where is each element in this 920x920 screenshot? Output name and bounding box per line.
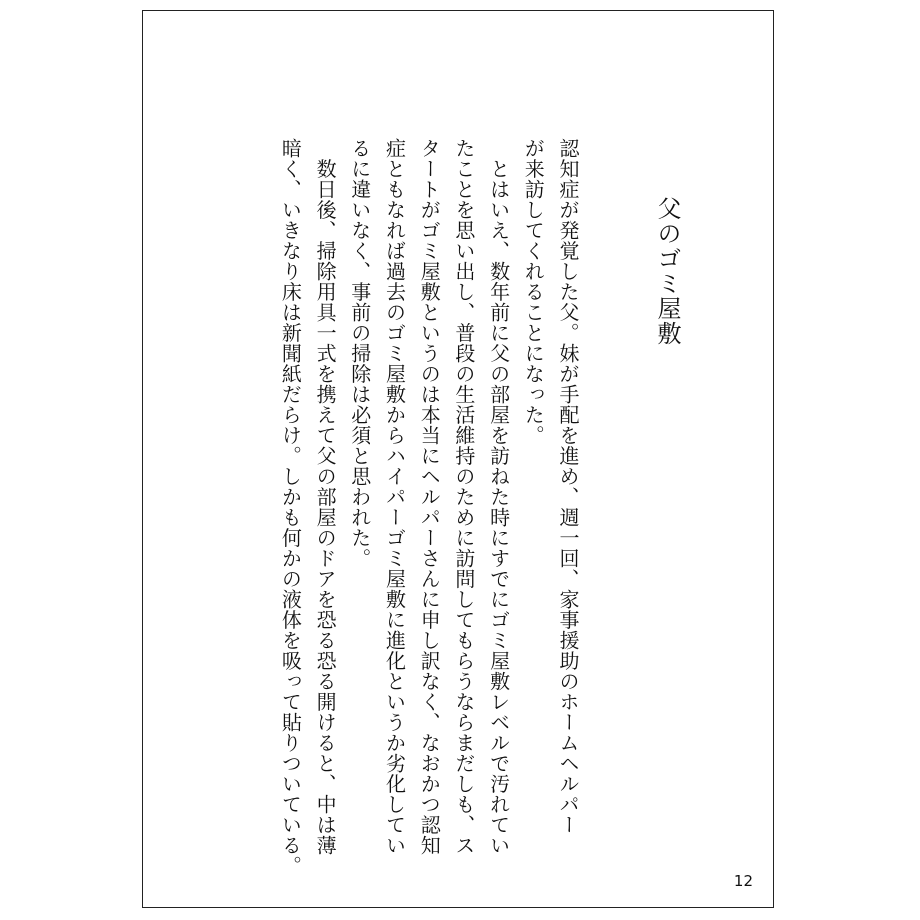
body-line: 数日後、掃除用具一式を携えて父の部屋のドアを恐る恐る開けると、中は薄: [313, 138, 338, 856]
body-line: 認知症が発覚した父。妹が手配を進め、週一回、家事援助のホームヘルパー: [556, 138, 580, 835]
body-line: るに違いなく、事前の掃除は必須と思われた。: [347, 138, 372, 569]
body-line: 暗く、いきなり床は新聞紙だらけ。しかも何かの液体を吸って貼りついている。: [278, 138, 303, 876]
book-page: [142, 10, 774, 908]
body-text: [273, 138, 585, 876]
body-line: タートがゴミ屋敷というのは本当にヘルパーさんに申し訳なく、なおかつ認知: [417, 138, 442, 856]
page-number: 12: [733, 872, 753, 890]
chapter-title: 父のゴミ屋敷: [653, 196, 681, 346]
body-line: たことを思い出し、普段の生活維持のために訪問してもらうならまだしも、ス: [451, 138, 476, 856]
body-line: 症ともなれば過去のゴミ屋敷からハイパーゴミ屋敷に進化というか劣化してい: [382, 138, 407, 856]
body-line: が来訪してくれることになった。: [521, 138, 546, 446]
body-line: とはいえ、数年前に父の部屋を訪ねた時にすでにゴミ屋敷レベルで汚れてい: [486, 138, 511, 856]
